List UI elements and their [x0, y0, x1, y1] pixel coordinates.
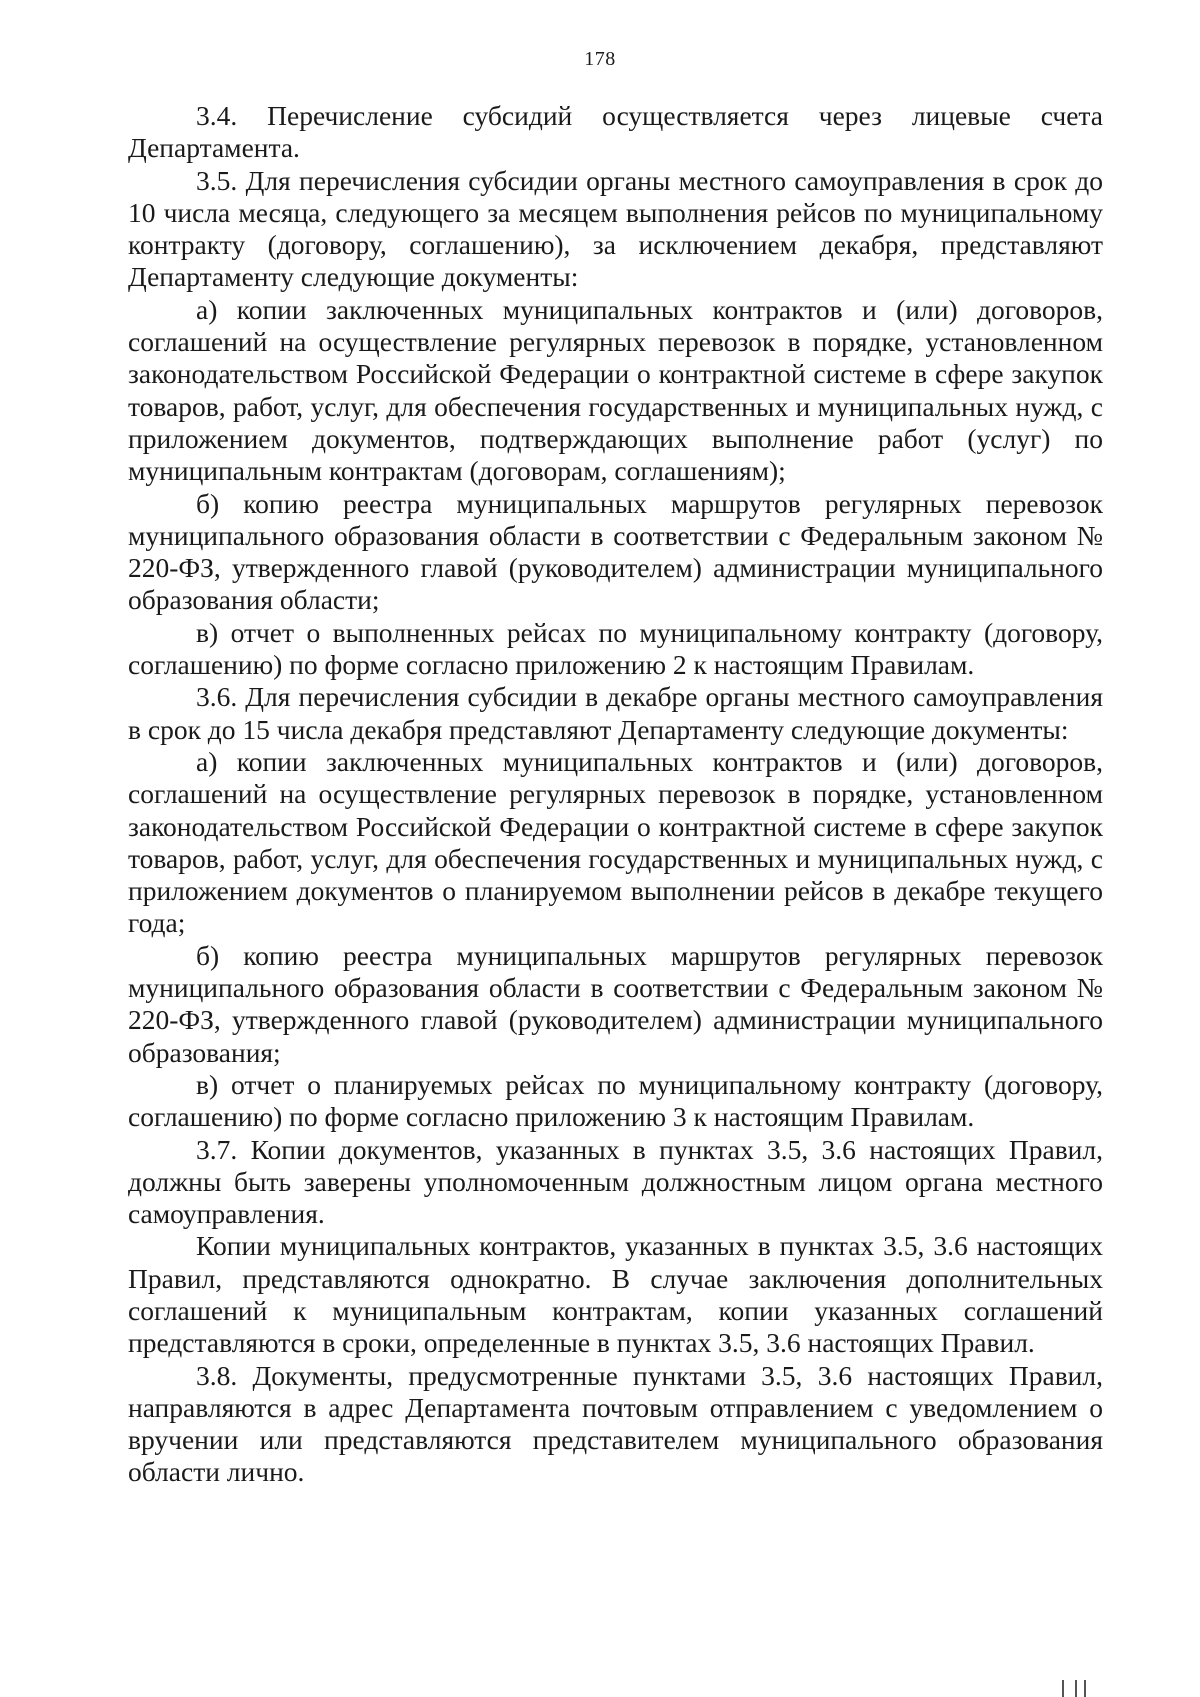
scan-artifact-mark	[1075, 1680, 1077, 1697]
paragraph-3-5-b: б) копию реестра муниципальных маршрутов регулярных перевозок муниципального образования области в соответствии с Федеральным законом № 220-ФЗ, утвержденного главой (руководителем) администрации муниципального образования области;	[128, 487, 1103, 616]
paragraph-3-6-b: б) копию реестра муниципальных маршрутов регулярных перевозок муниципального образования области в соответствии с Федеральным законом № 220-ФЗ, утвержденного главой (руководителем) администрации муниципального образования;	[128, 939, 1103, 1068]
document-body	[128, 100, 1103, 1489]
paragraph-3-4: 3.4. Перечисление субсидий осуществляется через лицевые счета Департамента.	[128, 100, 1103, 164]
paragraph-3-6: 3.6. Для перечисления субсидии в декабре органы местного самоуправления в срок до 15 числа декабря представляют Департаменту следующие документы:	[128, 681, 1103, 745]
paragraph-3-7-copies: Копии муниципальных контрактов, указанных в пунктах 3.5, 3.6 настоящих Правил, представляются однократно. В случае заключения дополнительных соглашений к муниципальным контрактам, копии указанных соглашений представляются в сроки, определенные в пунктах 3.5, 3.6 настоящих Правил.	[128, 1230, 1103, 1359]
paragraph-3-5: 3.5. Для перечисления субсидии органы местного самоуправления в срок до 10 числа месяца, следующего за месяцем выполнения рейсов по муниципальному контракту (договору, соглашению), за исключением декабря, представляют Департаменту следующие документы:	[128, 164, 1103, 293]
scan-artifact-mark	[1084, 1680, 1086, 1697]
paragraph-3-7: 3.7. Копии документов, указанных в пунктах 3.5, 3.6 настоящих Правил, должны быть заверены уполномоченным должностным лицом органа местного самоуправления.	[128, 1133, 1103, 1230]
paragraph-3-5-v: в) отчет о выполненных рейсах по муниципальному контракту (договору, соглашению) по форме согласно приложению 2 к настоящим Правилам.	[128, 616, 1103, 681]
scan-artifact-mark	[1062, 1680, 1064, 1697]
paragraph-3-6-v: в) отчет о планируемых рейсах по муниципальному контракту (договору, соглашению) по форме согласно приложению 3 к настоящим Правилам.	[128, 1068, 1103, 1133]
page-number: 178	[584, 48, 616, 70]
paragraph-3-5-a: а) копии заключенных муниципальных контрактов и (или) договоров, соглашений на осуществление регулярных перевозок в порядке, установленном законодательством Российской Федерации о контрактной системе в сфере закупок товаров, работ, услуг, для обеспечения государственных и муниципальных нужд, с приложением документов, подтверждающих выполнение работ (услуг) по муниципальным контрактам (договорам, соглашениям);	[128, 293, 1103, 487]
paragraph-3-8: 3.8. Документы, предусмотренные пунктами 3.5, 3.6 настоящих Правил, направляются в адрес Департамента почтовым отправлением с уведомлением о вручении или представляются представителем муниципального образования области лично.	[128, 1359, 1103, 1488]
paragraph-3-6-a: а) копии заключенных муниципальных контрактов и (или) договоров, соглашений на осуществление регулярных перевозок в порядке, установленном законодательством Российской Федерации о контрактной системе в сфере закупок товаров, работ, услуг, для обеспечения государственных и муниципальных нужд, с приложением документов о планируемом выполнении рейсов в декабре текущего года;	[128, 745, 1103, 939]
